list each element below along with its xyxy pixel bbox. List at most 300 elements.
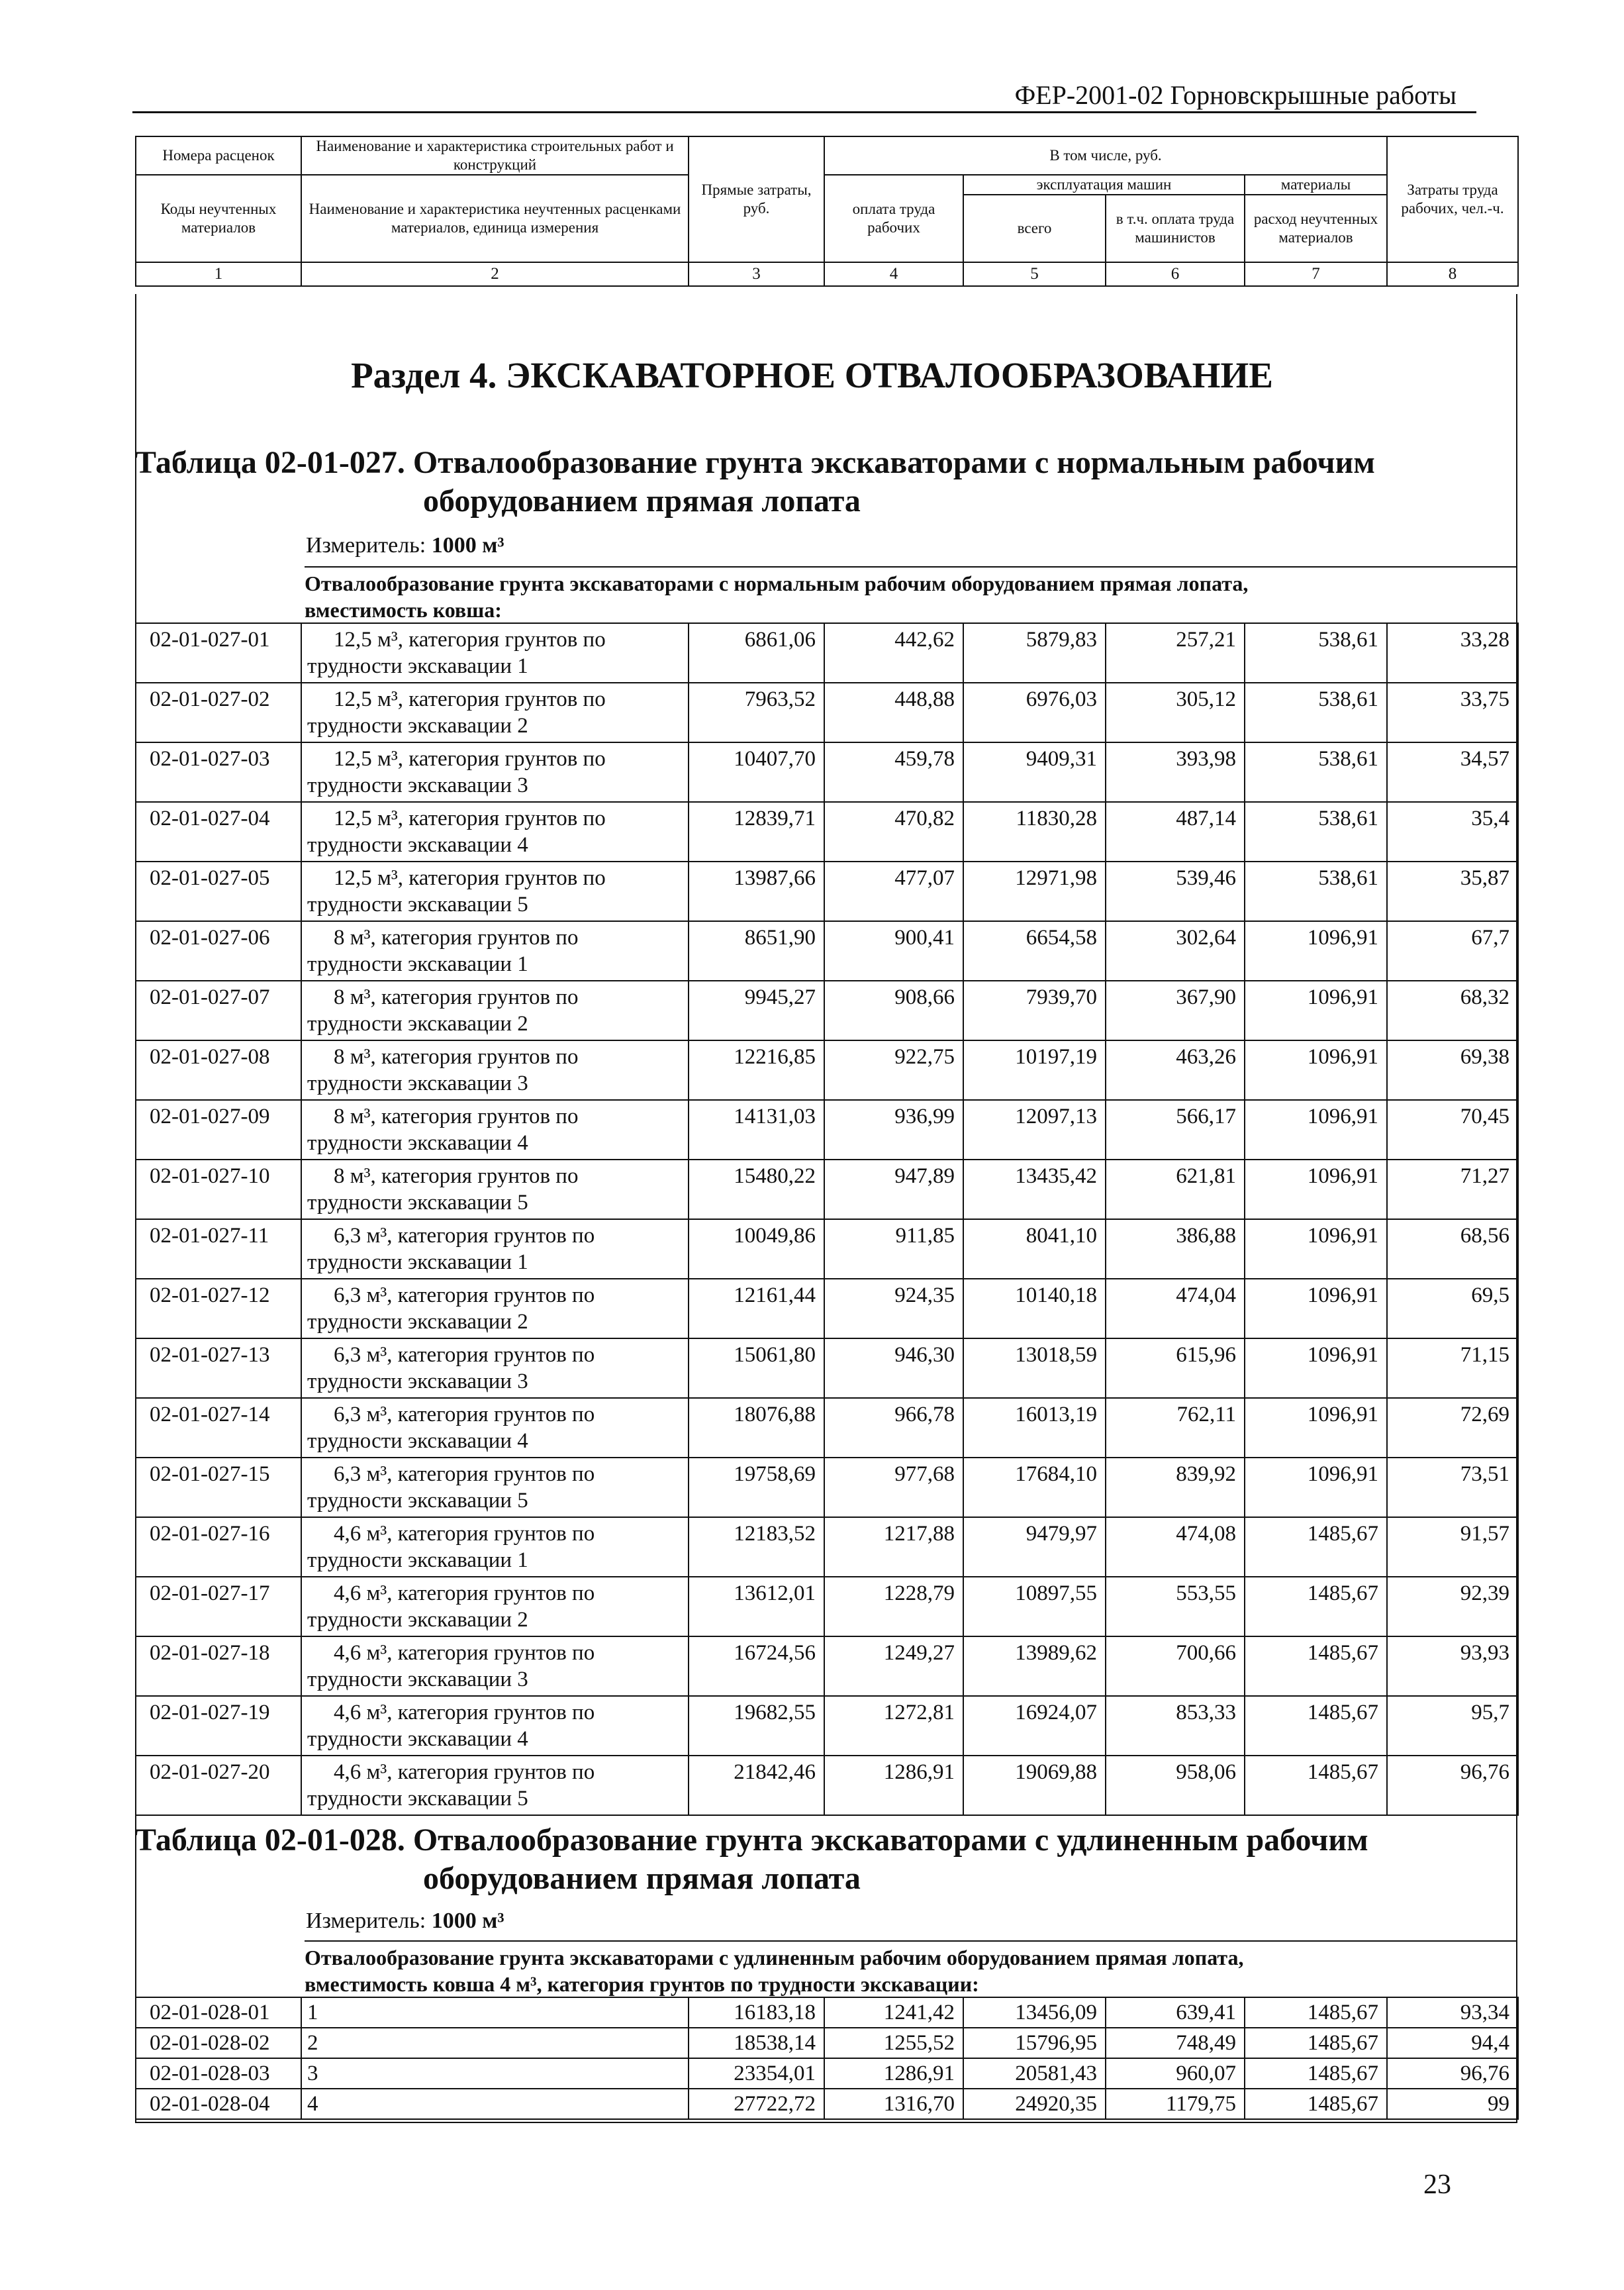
rate-description: 2 xyxy=(301,2028,689,2058)
machine-costs: 11830,28 xyxy=(963,802,1106,862)
description-line1: Отвалообразование грунта экскаваторами с удлиненным рабочим оборудованием прямая лопата, xyxy=(305,1946,1244,1969)
table-row xyxy=(136,1279,1518,1338)
rate-description xyxy=(301,1219,689,1279)
material-costs: 1485,67 xyxy=(1245,1756,1387,1815)
direct-costs: 19758,69 xyxy=(689,1458,824,1517)
table-row xyxy=(136,1517,1518,1577)
wage-costs: 946,30 xyxy=(824,1338,963,1398)
rate-code: 02-01-027-01 xyxy=(136,623,301,683)
rate-description xyxy=(301,742,689,802)
rate-description xyxy=(301,1458,689,1517)
material-costs: 1096,91 xyxy=(1245,981,1387,1040)
material-costs: 1096,91 xyxy=(1245,1160,1387,1219)
material-costs: 1485,67 xyxy=(1245,1517,1387,1577)
machine-costs: 24920,35 xyxy=(963,2089,1106,2119)
table-027-description xyxy=(305,566,1516,623)
table-028 xyxy=(135,1997,1519,2120)
wage-costs: 977,68 xyxy=(824,1458,963,1517)
table-row xyxy=(136,862,1518,921)
wage-costs: 900,41 xyxy=(824,921,963,981)
rate-description xyxy=(301,683,689,742)
description-line2: трудности экскавации 3 xyxy=(307,1369,528,1393)
labor-costs: 33,28 xyxy=(1387,623,1518,683)
wage-costs: 922,75 xyxy=(824,1040,963,1100)
table-row xyxy=(136,683,1518,742)
table-row xyxy=(136,1100,1518,1160)
header-col2-bottom: Наименование и характеристика неучтенных расценками материалов, единица измерения xyxy=(301,175,689,262)
table-028-title-line2: оборудованием прямая лопата xyxy=(423,1861,861,1896)
description-line2: вместимость ковша: xyxy=(305,598,502,622)
description-line2: трудности экскавации 1 xyxy=(307,1548,528,1572)
machine-costs: 10897,55 xyxy=(963,1577,1106,1636)
machine-costs: 12097,13 xyxy=(963,1100,1106,1160)
table-028-title-line1: Таблица 02-01-028. Отвалообразование грунта экскаваторами с удлиненным рабочим xyxy=(135,1822,1368,1858)
machinist-wage: 393,98 xyxy=(1106,742,1245,802)
machine-costs: 16013,19 xyxy=(963,1398,1106,1458)
machine-costs: 5879,83 xyxy=(963,623,1106,683)
labor-costs: 67,7 xyxy=(1387,921,1518,981)
description-line1: 12,5 м³, категория грунтов по xyxy=(334,866,606,890)
rate-code: 02-01-027-19 xyxy=(136,1696,301,1756)
description-line1: 8 м³, категория грунтов по xyxy=(334,1164,579,1188)
description-line1: 12,5 м³, категория грунтов по xyxy=(334,687,606,711)
rate-description xyxy=(301,1040,689,1100)
rate-description xyxy=(301,1279,689,1338)
material-costs: 1096,91 xyxy=(1245,1219,1387,1279)
rate-code: 02-01-027-11 xyxy=(136,1219,301,1279)
direct-costs: 16724,56 xyxy=(689,1636,824,1696)
machinist-wage: 553,55 xyxy=(1106,1577,1245,1636)
machine-costs: 13456,09 xyxy=(963,1997,1106,2028)
table-row xyxy=(136,1219,1518,1279)
machine-costs: 8041,10 xyxy=(963,1219,1106,1279)
measure-label: Измеритель: xyxy=(306,1909,426,1933)
rate-description xyxy=(301,1577,689,1636)
wage-costs: 924,35 xyxy=(824,1279,963,1338)
description-line2: трудности экскавации 4 xyxy=(307,1727,528,1751)
column-header-table xyxy=(135,136,1519,287)
rate-code: 02-01-027-09 xyxy=(136,1100,301,1160)
description-line1: 6,3 м³, категория грунтов по xyxy=(334,1283,595,1307)
machine-costs: 20581,43 xyxy=(963,2058,1106,2089)
rate-description: 4 xyxy=(301,2089,689,2119)
table-row xyxy=(136,2028,1518,2058)
header-col1-bottom: Коды неучтенных материалов xyxy=(136,175,301,262)
col-number: 3 xyxy=(689,262,824,286)
machinist-wage: 958,06 xyxy=(1106,1756,1245,1815)
description-line1: 4,6 м³, категория грунтов по xyxy=(334,1641,595,1665)
labor-costs: 91,57 xyxy=(1387,1517,1518,1577)
description-line1: 8 м³, категория грунтов по xyxy=(334,926,579,950)
table-027-title xyxy=(135,444,1499,521)
wage-costs: 1217,88 xyxy=(824,1517,963,1577)
direct-costs: 12216,85 xyxy=(689,1040,824,1100)
description-line2: трудности экскавации 2 xyxy=(307,714,528,738)
rate-code: 02-01-028-01 xyxy=(136,1997,301,2028)
description-line2: вместимость ковша 4 м³, категория грунтов по трудности экскавации: xyxy=(305,1972,979,1996)
header-wage: оплата труда рабочих xyxy=(824,175,963,262)
wage-costs: 936,99 xyxy=(824,1100,963,1160)
header-col1-top: Номера расценок xyxy=(136,136,301,175)
machinist-wage: 367,90 xyxy=(1106,981,1245,1040)
col-number: 6 xyxy=(1106,262,1245,286)
table-row xyxy=(136,1338,1518,1398)
header-direct-costs: Прямые затраты, руб. xyxy=(689,136,824,262)
material-costs: 1485,67 xyxy=(1245,1997,1387,2028)
direct-costs: 23354,01 xyxy=(689,2058,824,2089)
table-028-title xyxy=(135,1821,1499,1898)
direct-costs: 8651,90 xyxy=(689,921,824,981)
rate-code: 02-01-028-02 xyxy=(136,2028,301,2058)
machinist-wage: 487,14 xyxy=(1106,802,1245,862)
material-costs: 1096,91 xyxy=(1245,921,1387,981)
wage-costs: 448,88 xyxy=(824,683,963,742)
table-row xyxy=(136,1040,1518,1100)
col-number: 7 xyxy=(1245,262,1387,286)
description-line1: 8 м³, категория грунтов по xyxy=(334,1045,579,1069)
description-line1: 8 м³, категория грунтов по xyxy=(334,985,579,1009)
direct-costs: 6861,06 xyxy=(689,623,824,683)
table-028-measure xyxy=(306,1909,504,1934)
running-header xyxy=(132,73,1476,113)
rate-description xyxy=(301,1756,689,1815)
rate-description xyxy=(301,802,689,862)
description-line2: трудности экскавации 4 xyxy=(307,1131,528,1155)
material-costs: 1485,67 xyxy=(1245,1577,1387,1636)
header-materials: материалы xyxy=(1245,175,1387,195)
labor-costs: 99 xyxy=(1387,2089,1518,2119)
table-row xyxy=(136,1458,1518,1517)
rate-code: 02-01-028-03 xyxy=(136,2058,301,2089)
rate-code: 02-01-027-06 xyxy=(136,921,301,981)
material-costs: 538,61 xyxy=(1245,802,1387,862)
labor-costs: 35,4 xyxy=(1387,802,1518,862)
direct-costs: 14131,03 xyxy=(689,1100,824,1160)
description-line1: 12,5 м³, категория грунтов по xyxy=(334,628,606,652)
description-line1: 4,6 м³, категория грунтов по xyxy=(334,1760,595,1784)
rate-code: 02-01-027-02 xyxy=(136,683,301,742)
direct-costs: 15480,22 xyxy=(689,1160,824,1219)
table-row xyxy=(136,981,1518,1040)
col-number: 5 xyxy=(963,262,1106,286)
machinist-wage: 474,08 xyxy=(1106,1517,1245,1577)
material-costs: 1485,67 xyxy=(1245,2028,1387,2058)
labor-costs: 94,4 xyxy=(1387,2028,1518,2058)
rate-code: 02-01-027-18 xyxy=(136,1636,301,1696)
rate-description xyxy=(301,1160,689,1219)
direct-costs: 9945,27 xyxy=(689,981,824,1040)
header-group: В том числе, руб. xyxy=(824,136,1387,175)
header-materials-cost: расход неучтенных материалов xyxy=(1245,195,1387,262)
material-costs: 1096,91 xyxy=(1245,1458,1387,1517)
material-costs: 1485,67 xyxy=(1245,1696,1387,1756)
table-027-measure xyxy=(306,533,504,558)
labor-costs: 68,32 xyxy=(1387,981,1518,1040)
material-costs: 1096,91 xyxy=(1245,1398,1387,1458)
material-costs: 1096,91 xyxy=(1245,1338,1387,1398)
direct-costs: 18538,14 xyxy=(689,2028,824,2058)
description-line1: Отвалообразование грунта экскаваторами с нормальным рабочим оборудованием прямая лопата, xyxy=(305,572,1249,595)
machinist-wage: 386,88 xyxy=(1106,1219,1245,1279)
direct-costs: 10407,70 xyxy=(689,742,824,802)
material-costs: 1485,67 xyxy=(1245,1636,1387,1696)
table-row xyxy=(136,1756,1518,1815)
machinist-wage: 302,64 xyxy=(1106,921,1245,981)
measure-value: 1000 м³ xyxy=(431,533,504,558)
labor-costs: 35,87 xyxy=(1387,862,1518,921)
wage-costs: 459,78 xyxy=(824,742,963,802)
table-row xyxy=(136,1696,1518,1756)
table-row xyxy=(136,1636,1518,1696)
labor-costs: 69,5 xyxy=(1387,1279,1518,1338)
rate-code: 02-01-027-15 xyxy=(136,1458,301,1517)
description-line1: 12,5 м³, категория грунтов по xyxy=(334,747,606,771)
machine-costs: 19069,88 xyxy=(963,1756,1106,1815)
wage-costs: 1228,79 xyxy=(824,1577,963,1636)
rate-description xyxy=(301,1696,689,1756)
direct-costs: 12161,44 xyxy=(689,1279,824,1338)
direct-costs: 15061,80 xyxy=(689,1338,824,1398)
rate-description xyxy=(301,1398,689,1458)
labor-costs: 69,38 xyxy=(1387,1040,1518,1100)
description-line2: трудности экскавации 5 xyxy=(307,1489,528,1513)
rate-code: 02-01-027-04 xyxy=(136,802,301,862)
machine-costs: 13435,42 xyxy=(963,1160,1106,1219)
machinist-wage: 700,66 xyxy=(1106,1636,1245,1696)
material-costs: 1096,91 xyxy=(1245,1279,1387,1338)
rate-description xyxy=(301,981,689,1040)
material-costs: 1096,91 xyxy=(1245,1040,1387,1100)
wage-costs: 947,89 xyxy=(824,1160,963,1219)
description-line1: 6,3 м³, категория грунтов по xyxy=(334,1403,595,1426)
description-line2: трудности экскавации 1 xyxy=(307,1250,528,1274)
wage-costs: 1249,27 xyxy=(824,1636,963,1696)
description-line1: 6,3 м³, категория грунтов по xyxy=(334,1462,595,1486)
direct-costs: 13987,66 xyxy=(689,862,824,921)
description-line2: трудности экскавации 4 xyxy=(307,1429,528,1453)
header-labor: Затраты труда рабочих, чел.-ч. xyxy=(1387,136,1518,262)
wage-costs: 470,82 xyxy=(824,802,963,862)
labor-costs: 93,34 xyxy=(1387,1997,1518,2028)
wage-costs: 1286,91 xyxy=(824,1756,963,1815)
labor-costs: 93,93 xyxy=(1387,1636,1518,1696)
machine-costs: 7939,70 xyxy=(963,981,1106,1040)
table-row xyxy=(136,1160,1518,1219)
page-number: 23 xyxy=(1423,2169,1451,2200)
labor-costs: 71,27 xyxy=(1387,1160,1518,1219)
machinist-wage: 1179,75 xyxy=(1106,2089,1245,2119)
rate-code: 02-01-027-14 xyxy=(136,1398,301,1458)
machinist-wage: 748,49 xyxy=(1106,2028,1245,2058)
table-028-description xyxy=(305,1940,1516,1997)
description-line2: трудности экскавации 3 xyxy=(307,1668,528,1691)
description-line2: трудности экскавации 2 xyxy=(307,1012,528,1036)
description-line1: 4,6 м³, категория грунтов по xyxy=(334,1522,595,1546)
labor-costs: 92,39 xyxy=(1387,1577,1518,1636)
table-row xyxy=(136,742,1518,802)
table-row xyxy=(136,921,1518,981)
description-line2: трудности экскавации 2 xyxy=(307,1310,528,1334)
labor-costs: 68,56 xyxy=(1387,1219,1518,1279)
header-machines-total: всего xyxy=(963,195,1106,262)
wage-costs: 442,62 xyxy=(824,623,963,683)
direct-costs: 27722,72 xyxy=(689,2089,824,2119)
machinist-wage: 639,41 xyxy=(1106,1997,1245,2028)
labor-costs: 70,45 xyxy=(1387,1100,1518,1160)
machinist-wage: 621,81 xyxy=(1106,1160,1245,1219)
wage-costs: 966,78 xyxy=(824,1398,963,1458)
rate-description: 3 xyxy=(301,2058,689,2089)
header-machines-wage: в т.ч. оплата труда машинистов xyxy=(1106,195,1245,262)
material-costs: 1485,67 xyxy=(1245,2089,1387,2119)
wage-costs: 1255,52 xyxy=(824,2028,963,2058)
material-costs: 1485,67 xyxy=(1245,2058,1387,2089)
direct-costs: 19682,55 xyxy=(689,1696,824,1756)
machinist-wage: 960,07 xyxy=(1106,2058,1245,2089)
machinist-wage: 566,17 xyxy=(1106,1100,1245,1160)
machinist-wage: 463,26 xyxy=(1106,1040,1245,1100)
table-row xyxy=(136,623,1518,683)
description-line2: трудности экскавации 5 xyxy=(307,893,528,917)
col-number: 4 xyxy=(824,262,963,286)
labor-costs: 71,15 xyxy=(1387,1338,1518,1398)
machine-costs: 6976,03 xyxy=(963,683,1106,742)
machine-costs: 12971,98 xyxy=(963,862,1106,921)
header-machines: эксплуатация машин xyxy=(963,175,1245,195)
direct-costs: 12839,71 xyxy=(689,802,824,862)
labor-costs: 33,75 xyxy=(1387,683,1518,742)
machine-costs: 17684,10 xyxy=(963,1458,1106,1517)
table-row xyxy=(136,2058,1518,2089)
measure-value: 1000 м³ xyxy=(431,1909,504,1933)
machine-costs: 15796,95 xyxy=(963,2028,1106,2058)
section-title: Раздел 4. ЭКСКАВАТОРНОЕ ОТВАЛООБРАЗОВАНИЕ xyxy=(351,355,1273,395)
table-027 xyxy=(135,622,1519,1816)
wage-costs: 477,07 xyxy=(824,862,963,921)
description-line1: 8 м³, категория грунтов по xyxy=(334,1105,579,1128)
description-line2: трудности экскавации 3 xyxy=(307,773,528,797)
machinist-wage: 305,12 xyxy=(1106,683,1245,742)
wage-costs: 911,85 xyxy=(824,1219,963,1279)
rate-description xyxy=(301,623,689,683)
wage-costs: 1286,91 xyxy=(824,2058,963,2089)
col-number: 8 xyxy=(1387,262,1518,286)
material-costs: 1096,91 xyxy=(1245,1100,1387,1160)
rate-description xyxy=(301,1100,689,1160)
material-costs: 538,61 xyxy=(1245,623,1387,683)
measure-label: Измеритель: xyxy=(306,533,426,558)
machinist-wage: 257,21 xyxy=(1106,623,1245,683)
machine-costs: 10140,18 xyxy=(963,1279,1106,1338)
rate-code: 02-01-027-10 xyxy=(136,1160,301,1219)
description-line2: трудности экскавации 5 xyxy=(307,1191,528,1215)
labor-costs: 96,76 xyxy=(1387,2058,1518,2089)
description-line2: трудности экскавации 1 xyxy=(307,654,528,678)
rate-description xyxy=(301,1636,689,1696)
machine-costs: 16924,07 xyxy=(963,1696,1106,1756)
wage-costs: 908,66 xyxy=(824,981,963,1040)
rate-description: 1 xyxy=(301,1997,689,2028)
labor-costs: 95,7 xyxy=(1387,1696,1518,1756)
rate-description xyxy=(301,921,689,981)
rate-code: 02-01-027-03 xyxy=(136,742,301,802)
wage-costs: 1241,42 xyxy=(824,1997,963,2028)
machine-costs: 10197,19 xyxy=(963,1040,1106,1100)
description-line2: трудности экскавации 5 xyxy=(307,1787,528,1811)
table-027-title-line2: оборудованием прямая лопата xyxy=(423,483,861,519)
rate-code: 02-01-027-05 xyxy=(136,862,301,921)
material-costs: 538,61 xyxy=(1245,683,1387,742)
rate-description xyxy=(301,1517,689,1577)
table-row xyxy=(136,1398,1518,1458)
machinist-wage: 853,33 xyxy=(1106,1696,1245,1756)
description-line1: 4,6 м³, категория грунтов по xyxy=(334,1701,595,1724)
rate-code: 02-01-027-13 xyxy=(136,1338,301,1398)
labor-costs: 72,69 xyxy=(1387,1398,1518,1458)
description-line1: 6,3 м³, категория грунтов по xyxy=(334,1224,595,1248)
description-line1: 4,6 м³, категория грунтов по xyxy=(334,1581,595,1605)
machine-costs: 13018,59 xyxy=(963,1338,1106,1398)
rate-code: 02-01-027-20 xyxy=(136,1756,301,1815)
material-costs: 538,61 xyxy=(1245,742,1387,802)
labor-costs: 34,57 xyxy=(1387,742,1518,802)
direct-costs: 16183,18 xyxy=(689,1997,824,2028)
machinist-wage: 762,11 xyxy=(1106,1398,1245,1458)
direct-costs: 18076,88 xyxy=(689,1398,824,1458)
rate-code: 02-01-027-17 xyxy=(136,1577,301,1636)
table-row xyxy=(136,802,1518,862)
description-line2: трудности экскавации 4 xyxy=(307,833,528,857)
machinist-wage: 474,04 xyxy=(1106,1279,1245,1338)
machinist-wage: 839,92 xyxy=(1106,1458,1245,1517)
running-title: ФЕР-2001-02 Горновскрышные работы xyxy=(1014,80,1457,110)
rate-code: 02-01-027-07 xyxy=(136,981,301,1040)
description-line1: 6,3 м³, категория грунтов по xyxy=(334,1343,595,1367)
machine-costs: 6654,58 xyxy=(963,921,1106,981)
material-costs: 538,61 xyxy=(1245,862,1387,921)
rate-code: 02-01-027-16 xyxy=(136,1517,301,1577)
direct-costs: 12183,52 xyxy=(689,1517,824,1577)
description-line1: 12,5 м³, категория грунтов по xyxy=(334,807,606,830)
description-line2: трудности экскавации 1 xyxy=(307,952,528,976)
rate-code: 02-01-027-12 xyxy=(136,1279,301,1338)
table-027-title-line1: Таблица 02-01-027. Отвалообразование грунта экскаваторами с нормальным рабочим xyxy=(135,445,1375,480)
description-line2: трудности экскавации 2 xyxy=(307,1608,528,1632)
table-row xyxy=(136,1577,1518,1636)
machinist-wage: 539,46 xyxy=(1106,862,1245,921)
rate-code: 02-01-027-08 xyxy=(136,1040,301,1100)
direct-costs: 13612,01 xyxy=(689,1577,824,1636)
rate-code: 02-01-028-04 xyxy=(136,2089,301,2119)
machine-costs: 9479,97 xyxy=(963,1517,1106,1577)
machinist-wage: 615,96 xyxy=(1106,1338,1245,1398)
labor-costs: 96,76 xyxy=(1387,1756,1518,1815)
wage-costs: 1316,70 xyxy=(824,2089,963,2119)
col-number: 1 xyxy=(136,262,301,286)
direct-costs: 21842,46 xyxy=(689,1756,824,1815)
table-row xyxy=(136,2089,1518,2119)
direct-costs: 7963,52 xyxy=(689,683,824,742)
description-line2: трудности экскавации 3 xyxy=(307,1071,528,1095)
header-col2-top: Наименование и характеристика строительных работ и конструкций xyxy=(301,136,689,175)
rate-description xyxy=(301,1338,689,1398)
table-row xyxy=(136,1997,1518,2028)
labor-costs: 73,51 xyxy=(1387,1458,1518,1517)
machine-costs: 9409,31 xyxy=(963,742,1106,802)
rate-description xyxy=(301,862,689,921)
col-number: 2 xyxy=(301,262,689,286)
wage-costs: 1272,81 xyxy=(824,1696,963,1756)
